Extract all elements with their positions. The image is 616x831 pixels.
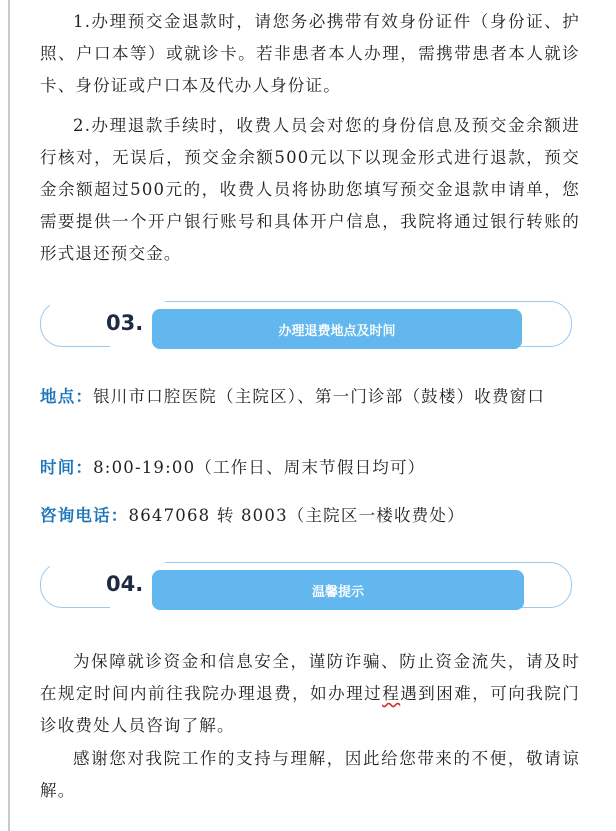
section-title: 办理退费地点及时间 xyxy=(152,309,522,349)
paragraph-thanks: 感谢您对我院工作的支持与理解，因此给您带来的不便，敬请谅解。 xyxy=(40,749,580,800)
section-header-04 xyxy=(40,556,580,616)
phone-value: 8647068 转 8003（主院区一楼收费处） xyxy=(128,506,465,525)
spellcheck-underlined-text: 程 xyxy=(382,684,401,703)
section-number: 04. xyxy=(100,572,149,596)
info-phone xyxy=(40,502,580,530)
phone-label: 咨询电话： xyxy=(40,506,129,525)
section-header-03 xyxy=(40,295,580,355)
tips-text-before: 为保障就诊资金和信息安全，谨防诈骗、防止资金流失，请及时在规定时间内前往我院办理退费，如办理过 xyxy=(40,652,580,703)
section-number: 03. xyxy=(100,311,149,335)
paragraph-refund-procedure: 2.办理退款手续时，收费人员会对您的身份信息及预交金余额进行核对，无误后，预交金余额500元以下以现金形式进行退款，预交金余额超过500元的，收费人员将协助您填写预交金退款申请单，您需要提供一个开户银行账号和具体开户信息，我院将通过银行转账的形式退还预交金。 xyxy=(40,116,580,263)
info-time xyxy=(40,454,580,482)
paragraph-refund-documents: 1.办理预交金退款时，请您务必携带有效身份证件（身份证、护照、户口本等）或就诊卡。若非患者本人办理，需携带患者本人就诊卡、身份证或户口本及代办人身份证。 xyxy=(40,12,580,95)
time-value: 8:00-19:00（工作日、周末节假日均可） xyxy=(93,458,426,477)
page-edge-line xyxy=(8,0,10,831)
paragraph-tips xyxy=(40,646,580,742)
time-label: 时间： xyxy=(40,458,94,477)
section-title: 温馨提示 xyxy=(152,570,524,610)
place-label: 地点： xyxy=(40,387,94,406)
info-place xyxy=(40,383,580,411)
tips-text-after: 遇到困难，可向我院门诊收费处人员咨询了解。 xyxy=(40,684,580,735)
place-value: 银川市口腔医院（主院区）、第一门诊部（鼓楼）收费窗口 xyxy=(93,387,546,406)
